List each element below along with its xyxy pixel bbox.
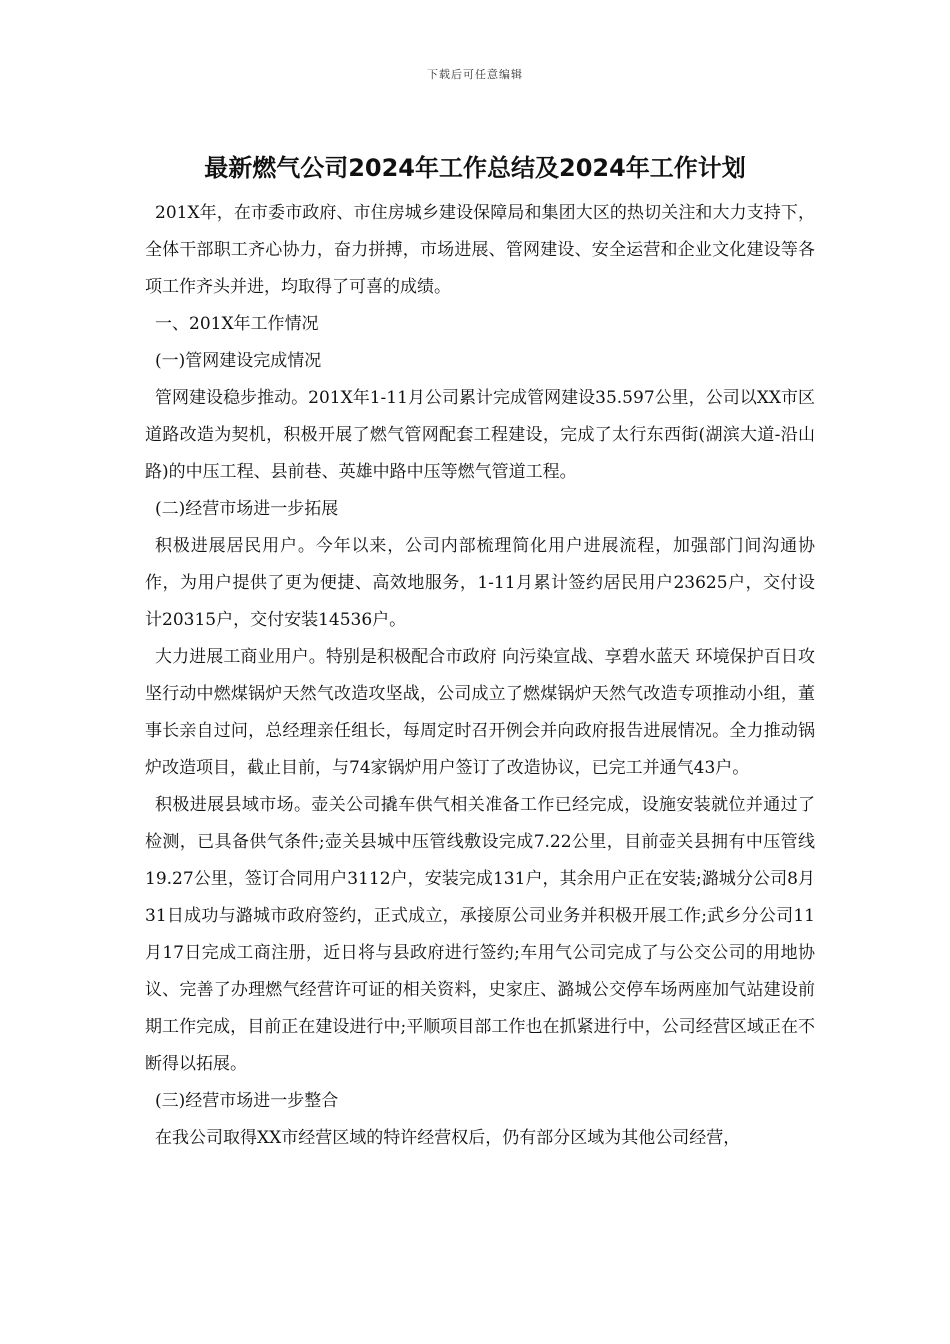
paragraph-pipeline: 管网建设稳步推动。201X年1-11月公司累计完成管网建设35.597公里，公司以XX市区道路改造为契机，积极开展了燃气管网配套工程建设，完成了太行东西街(湖滨大道-沿山路)的中压工程、县前巷、英雄中路中压等燃气管道工程。 [145,388,815,482]
heading-subsection-2: (二)经营市场进一步拓展 [155,499,339,519]
document-title: 最新燃气公司2024年工作总结及2024年工作计划 [204,154,746,182]
paragraph-county-market: 积极进展县域市场。壶关公司撬车供气相关准备工作已经完成，设施安装就位并通过了检测，已具备供气条件;壶关县城中压管线敷设完成7.22公里，目前壶关县拥有中压管线19.27公里，签订合同用户3112户，安装完成131户，其余用户正在安装;潞城分公司8月31日成功与潞城市政府签约，正式成立，承接原公司业务并积极开展工作;武乡分公司11月17日完成工商注册，近日将与县政府进行签约;车用气公司完成了与公交公司的用地协议、完善了办理燃气经营许可证的相关资料，史家庄、潞城公交停车场两座加气站建设前期工作完成，目前正在建设进行中;平顺项目部工作也在抓紧进行中，公司经营区域正在不断得以拓展。 [145,795,815,1074]
paragraph-integration: 在我公司取得XX市经营区域的特许经营权后，仍有部分区域为其他公司经营， [155,1128,741,1148]
paragraph-commercial: 大力进展工商业用户。特别是积极配合市政府 向污染宣战、享碧水蓝天 环境保护百日攻坚行动中燃煤锅炉天然气改造攻坚战，公司成立了燃煤锅炉天然气改造专项推动小组，董事长亲自过问，总经理亲任组长，每周定时召开例会并向政府报告进展情况。全力推动锅炉改造项目，截止目前，与74家锅炉用户签订了改造协议，已完工并通气43户。 [145,647,815,778]
document-body [145,195,815,1157]
paragraph-intro: 201X年，在市委市政府、市住房城乡建设保障局和集团大区的热切关注和大力支持下，全体干部职工齐心协力，奋力拼搏，市场进展、管网建设、安全运营和企业文化建设等各项工作齐头并进，均取得了可喜的成绩。 [145,203,815,297]
heading-section-1: 一、201X年工作情况 [155,314,319,334]
heading-subsection-3: (三)经营市场进一步整合 [155,1091,339,1111]
paragraph-residential: 积极进展居民用户。今年以来，公司内部梳理简化用户进展流程，加强部门间沟通协作，为用户提供了更为便捷、高效地服务，1-11月累计签约居民用户23625户，交付设计20315户，交付安装14536户。 [145,536,815,630]
page-header-note: 下载后可任意编辑 [427,68,523,81]
heading-subsection-1: (一)管网建设完成情况 [155,351,322,371]
